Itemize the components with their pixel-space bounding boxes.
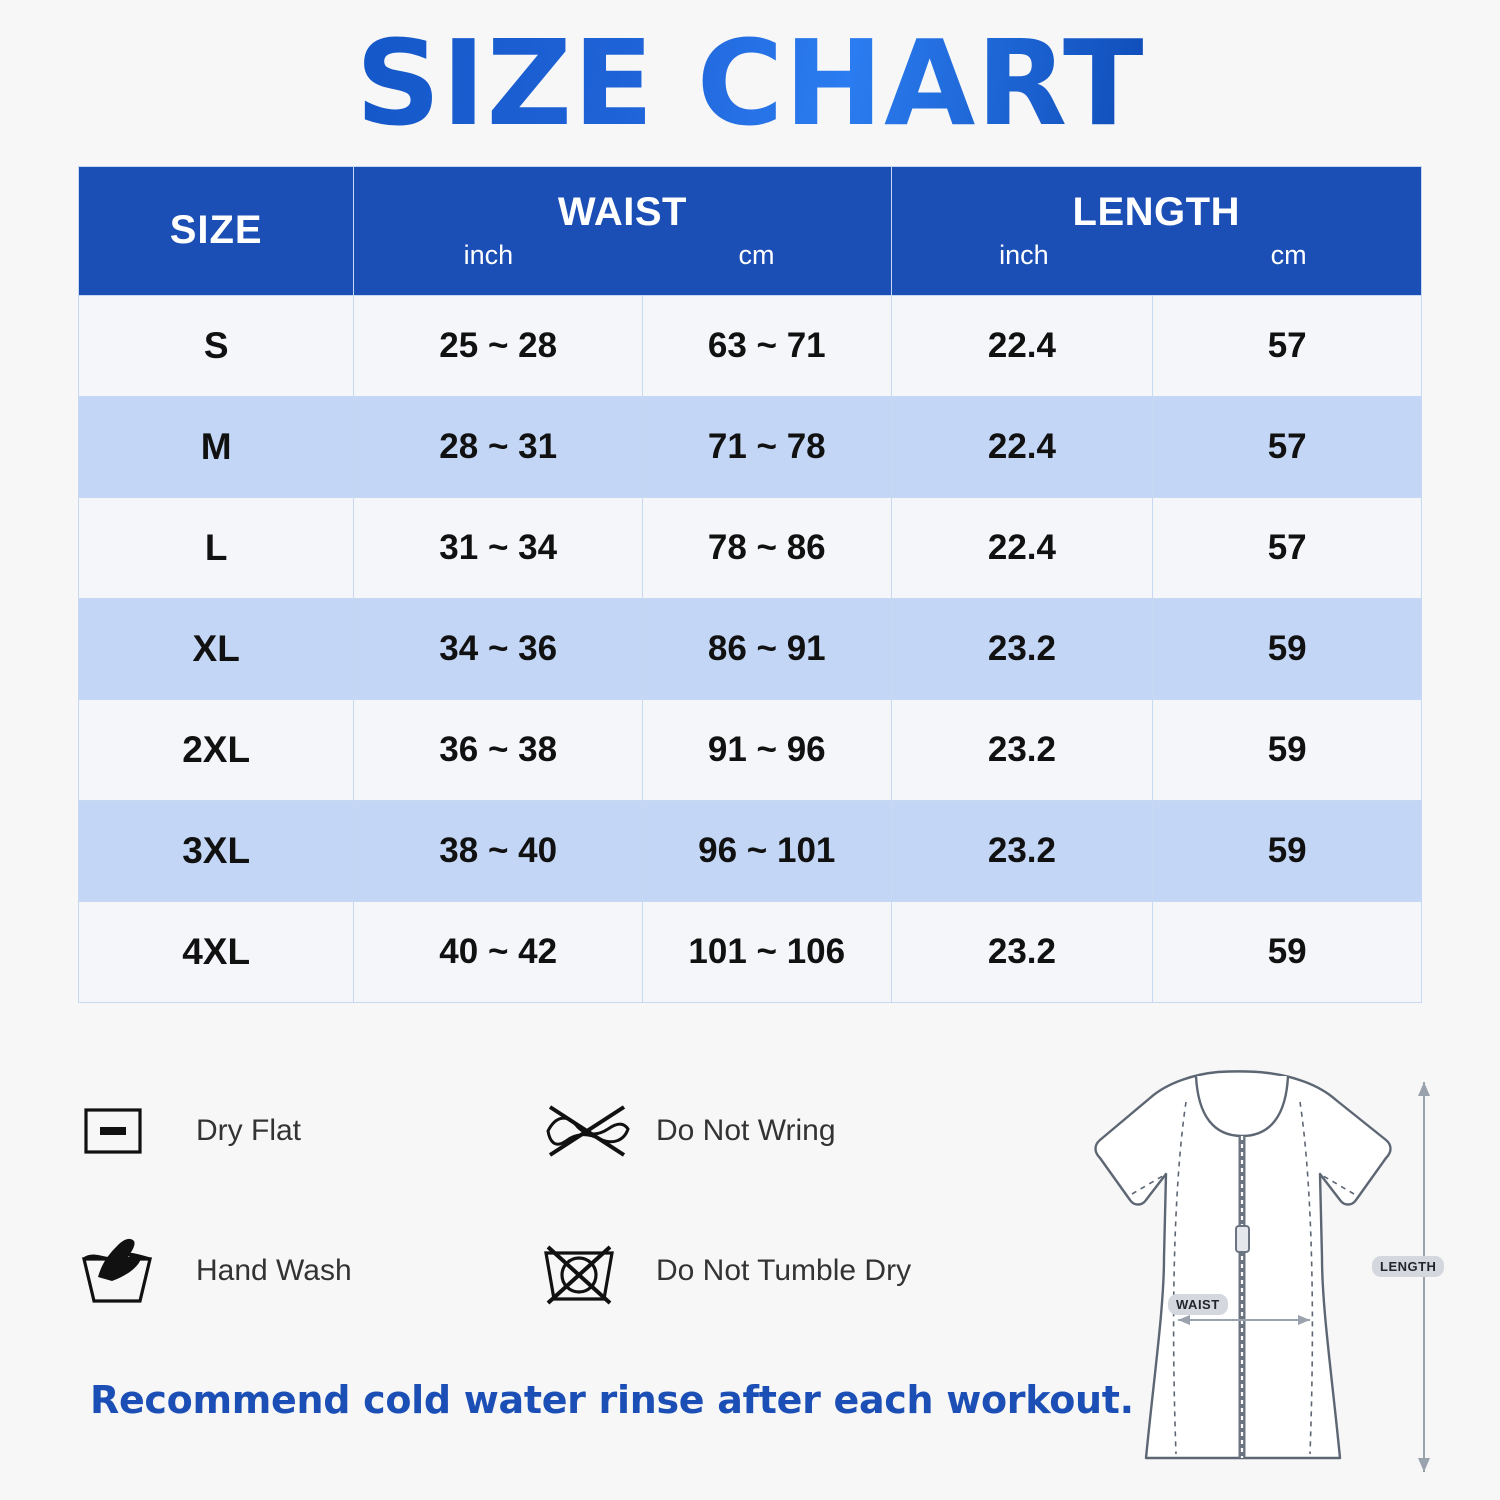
- care-note: Recommend cold water rinse after each workout.: [90, 1378, 1134, 1422]
- cell-length-cm: 59: [1153, 598, 1422, 699]
- care-row-1: [78, 1090, 998, 1172]
- cell-length-cm: 57: [1153, 497, 1422, 598]
- size-table-container: [78, 166, 1422, 1003]
- length-measure-label: LENGTH: [1372, 1256, 1444, 1277]
- cell-waist-inch: 31 ~ 34: [354, 497, 643, 598]
- care-item-do-not-wring: [538, 1090, 998, 1172]
- column-header-size: SIZE: [79, 166, 354, 295]
- cell-length-cm: 59: [1153, 699, 1422, 800]
- care-item-dry-flat: [78, 1090, 538, 1172]
- cell-waist-inch: 40 ~ 42: [354, 901, 643, 1002]
- cell-waist-inch: 25 ~ 28: [354, 295, 643, 396]
- column-header-length: LENGTH inch cm: [891, 166, 1422, 295]
- length-unit-cm: cm: [1270, 240, 1307, 271]
- cell-length-cm: 57: [1153, 396, 1422, 497]
- care-label: Dry Flat: [196, 1114, 301, 1147]
- length-unit-inch: inch: [999, 240, 1049, 271]
- garment-illustration: [1000, 1058, 1460, 1488]
- cell-length-inch: 23.2: [891, 800, 1153, 901]
- care-label: Do Not Wring: [656, 1114, 836, 1147]
- care-instructions: [78, 1090, 998, 1370]
- care-item-do-not-tumble-dry: [538, 1230, 998, 1312]
- table-row: [79, 699, 1422, 800]
- cell-waist-inch: 28 ~ 31: [354, 396, 643, 497]
- cell-size: M: [79, 396, 354, 497]
- cell-waist-cm: 91 ~ 96: [643, 699, 891, 800]
- cell-length-cm: 57: [1153, 295, 1422, 396]
- size-chart-table: [78, 166, 1422, 1003]
- care-label: Do Not Tumble Dry: [656, 1254, 912, 1287]
- cell-waist-cm: 101 ~ 106: [643, 901, 891, 1002]
- cell-size: 3XL: [79, 800, 354, 901]
- table-row: [79, 295, 1422, 396]
- cell-length-cm: 59: [1153, 800, 1422, 901]
- cell-length-inch: 23.2: [891, 699, 1153, 800]
- cell-size: 2XL: [79, 699, 354, 800]
- cell-waist-cm: 86 ~ 91: [643, 598, 891, 699]
- page-title: SIZE CHART: [355, 14, 1145, 152]
- table-row: [79, 396, 1422, 497]
- waist-unit-cm: cm: [738, 240, 775, 271]
- table-head: [79, 166, 1422, 295]
- cell-size: 4XL: [79, 901, 354, 1002]
- cell-waist-cm: 78 ~ 86: [643, 497, 891, 598]
- cell-waist-inch: 36 ~ 38: [354, 699, 643, 800]
- care-label: Hand Wash: [196, 1254, 352, 1287]
- cell-waist-cm: 96 ~ 101: [643, 800, 891, 901]
- table-row: [79, 598, 1422, 699]
- cell-length-inch: 22.4: [891, 295, 1153, 396]
- cell-size: XL: [79, 598, 354, 699]
- table-body: [79, 295, 1422, 1002]
- cell-size: L: [79, 497, 354, 598]
- do-not-wring-icon: [538, 1090, 634, 1172]
- dry-flat-icon: [78, 1090, 174, 1172]
- cell-waist-cm: 71 ~ 78: [643, 396, 891, 497]
- table-header-row: [79, 166, 1422, 295]
- cell-waist-cm: 63 ~ 71: [643, 295, 891, 396]
- care-row-2: [78, 1230, 998, 1312]
- cell-length-cm: 59: [1153, 901, 1422, 1002]
- cell-length-inch: 23.2: [891, 598, 1153, 699]
- cell-waist-inch: 38 ~ 40: [354, 800, 643, 901]
- table-row: [79, 497, 1422, 598]
- cell-length-inch: 23.2: [891, 901, 1153, 1002]
- cell-length-inch: 22.4: [891, 497, 1153, 598]
- waist-measure-label: WAIST: [1168, 1294, 1228, 1315]
- cell-size: S: [79, 295, 354, 396]
- waist-unit-inch: inch: [463, 240, 514, 271]
- cell-waist-inch: 34 ~ 36: [354, 598, 643, 699]
- care-item-hand-wash: [78, 1230, 538, 1312]
- title-container: [0, 0, 1500, 152]
- cell-length-inch: 22.4: [891, 396, 1153, 497]
- table-row: [79, 800, 1422, 901]
- do-not-tumble-dry-icon: [538, 1230, 634, 1312]
- table-row: [79, 901, 1422, 1002]
- hand-wash-icon: [78, 1230, 174, 1312]
- column-header-waist: WAIST inch cm: [354, 166, 891, 295]
